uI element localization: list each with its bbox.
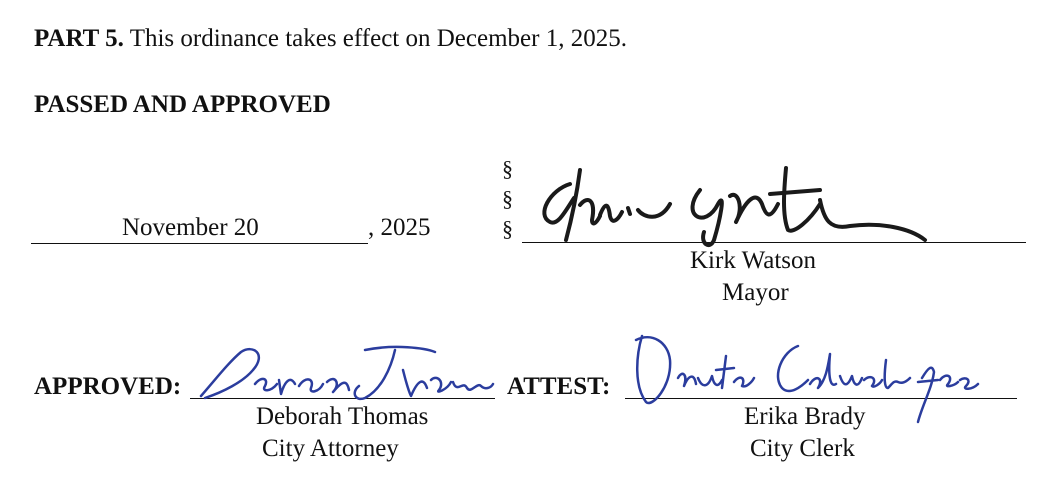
attest-name: Erika Brady	[744, 403, 866, 430]
date-underline	[31, 243, 368, 244]
part-line	[34, 24, 627, 54]
mayor-signature	[530, 160, 930, 250]
date-month-day: November 20	[122, 214, 259, 241]
attest-title: City Clerk	[750, 435, 855, 462]
passed-heading: PASSED AND APPROVED	[34, 91, 331, 118]
attest-label: ATTEST:	[507, 373, 611, 400]
mayor-name: Kirk Watson	[690, 247, 816, 274]
approved-title: City Attorney	[262, 435, 399, 462]
approved-signature	[195, 340, 495, 405]
section-symbol: §	[502, 156, 513, 181]
section-symbol: §	[502, 216, 513, 241]
mayor-title: Mayor	[722, 279, 789, 306]
part-label: PART 5.	[34, 25, 124, 52]
approved-label: APPROVED:	[34, 373, 182, 400]
part-text: This ordinance takes effect on December 1, 2025.	[129, 25, 627, 52]
date-year: , 2025	[368, 214, 431, 241]
approved-name: Deborah Thomas	[256, 403, 429, 430]
section-symbol: §	[502, 186, 513, 211]
